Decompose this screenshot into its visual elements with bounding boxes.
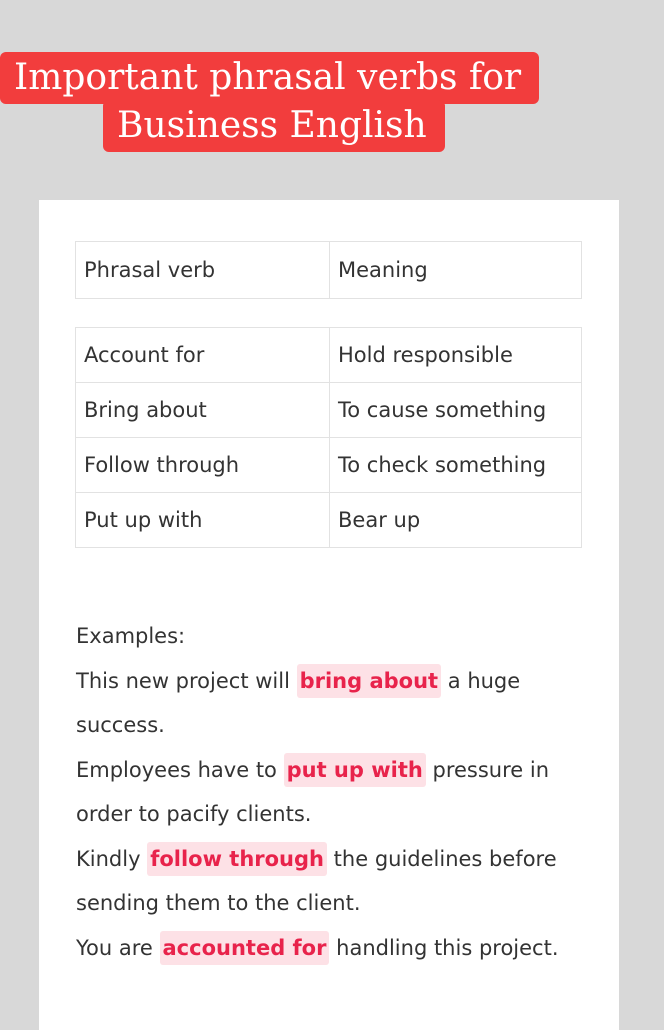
title-line-1: Important phrasal verbs for — [0, 52, 539, 104]
title-line-2: Business English — [103, 100, 445, 152]
example-text: Kindly — [76, 846, 148, 871]
example-2-line-2: order to pacify clients. — [76, 802, 312, 826]
table-row — [76, 438, 582, 493]
header-phrasal-verb: Phrasal verb — [76, 242, 330, 299]
verb-cell: Put up with — [76, 493, 330, 548]
verb-cell: Account for — [76, 328, 330, 383]
highlighted-phrase: accounted for — [160, 931, 330, 965]
highlighted-phrase: bring about — [297, 664, 442, 698]
meaning-cell: Bear up — [330, 493, 582, 548]
header-meaning: Meaning — [330, 242, 582, 299]
table-header — [75, 241, 582, 299]
phrasal-verbs-table — [75, 327, 582, 548]
highlighted-phrase: follow through — [147, 842, 327, 876]
table-row — [76, 383, 582, 438]
content-card — [39, 200, 619, 1030]
verb-cell: Bring about — [76, 383, 330, 438]
meaning-cell: To check something — [330, 438, 582, 493]
example-text: the guidelines before — [327, 846, 557, 871]
table-row — [76, 493, 582, 548]
example-2-line-1 — [76, 748, 606, 793]
table-row — [76, 328, 582, 383]
verb-cell: Follow through — [76, 438, 330, 493]
highlighted-phrase: put up with — [284, 753, 426, 787]
example-1-line-2: success. — [76, 713, 165, 737]
example-text: Employees have to — [76, 757, 284, 782]
example-text: pressure in — [425, 757, 550, 782]
meaning-cell: Hold responsible — [330, 328, 582, 383]
examples-heading: Examples: — [76, 624, 186, 648]
example-text: a huge — [441, 668, 521, 693]
example-3-line-2: sending them to the client. — [76, 891, 361, 915]
example-3-line-1 — [76, 837, 606, 882]
examples-section — [76, 614, 606, 970]
example-4-line-1 — [76, 926, 606, 971]
table-header-row — [76, 242, 582, 299]
example-1-line-1 — [76, 659, 606, 704]
example-text: You are — [76, 935, 160, 960]
example-text: This new project will — [76, 668, 297, 693]
meaning-cell: To cause something — [330, 383, 582, 438]
example-text: handling this project. — [329, 935, 559, 960]
